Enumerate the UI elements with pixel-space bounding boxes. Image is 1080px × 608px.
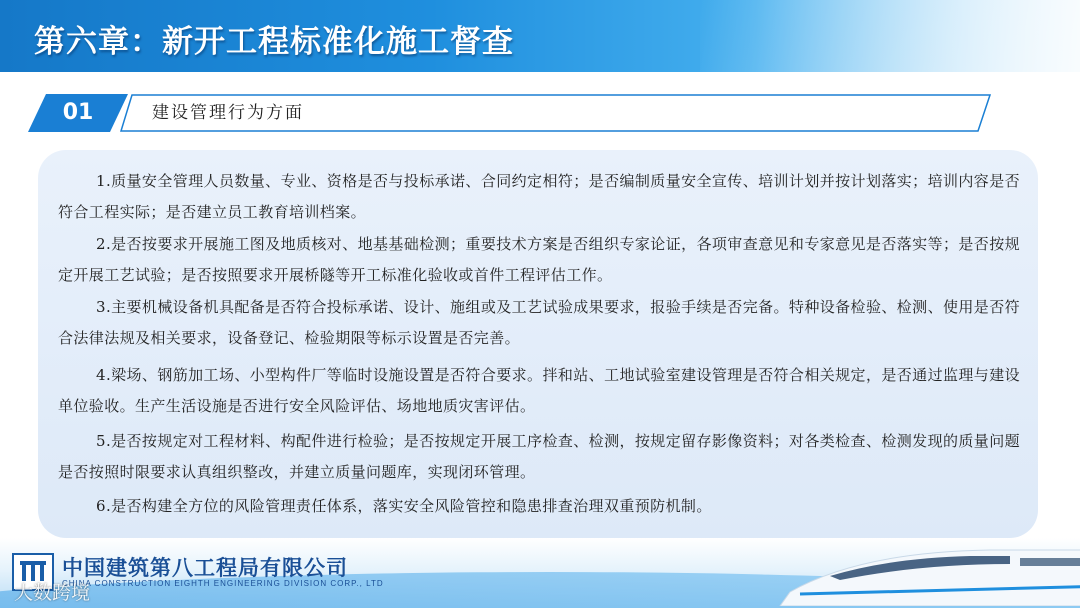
header-banner: [0, 0, 1080, 72]
page-title: 第六章：新开工程标准化施工督查: [34, 24, 514, 60]
train-image: [770, 542, 1080, 606]
watermark-text: 大数跨境: [14, 582, 91, 604]
paragraph-2: 2.是否按要求开展施工图及地质核对、地基基础检测；重要技术方案是否组织专家论证，各项审查意见和专家意见是否落实等；是否按规定开展工艺试验；是否按照要求开展桥隧等开工标准化验收或首件工程评估工作。: [58, 235, 1020, 284]
paragraph-3: 3.主要机械设备机具配备是否符合投标承诺、设计、施组或及工艺试验成果要求，报验手续是否完备。特种设备检验、检测、使用是否符合法律法规及相关要求，设备登记、检验期限等标示设置是否完善。: [58, 298, 1020, 347]
company-name-en: CHINA CONSTRUCTION EIGHTH ENGINEERING DIVISION CORP., LTD: [62, 579, 384, 588]
footer: [0, 538, 1080, 608]
paragraph-1: 1.质量安全管理人员数量、专业、资格是否与投标承诺、合同约定相符；是否编制质量安全宣传、培训计划并按计划落实；培训内容是否符合工程实际；是否建立员工教育培训档案。: [58, 172, 1020, 221]
paragraph-6: 6.是否构建全方位的风险管理责任体系，落实安全风险管控和隐患排查治理双重预防机制。: [96, 497, 712, 515]
section-number: 01: [62, 100, 94, 125]
section-label: 建设管理行为方面: [152, 103, 304, 123]
company-name: 中国建筑第八工程局有限公司: [62, 557, 348, 580]
paragraph-4: 4.梁场、钢筋加工场、小型构件厂等临时设施设置是否符合要求。拌和站、工地试验室建设管理是否符合相关规定，是否通过监理与建设单位验收。生产生活设施是否进行安全风险评估、场地地质灾害评估。: [58, 366, 1020, 415]
paragraph-5: 5.是否按规定对工程材料、构配件进行检验；是否按规定开展工序检查、检测，按规定留存影像资料；对各类检查、检测发现的质量问题是否按照时限要求认真组织整改，并建立质量问题库，实现闭环管理。: [58, 432, 1020, 481]
